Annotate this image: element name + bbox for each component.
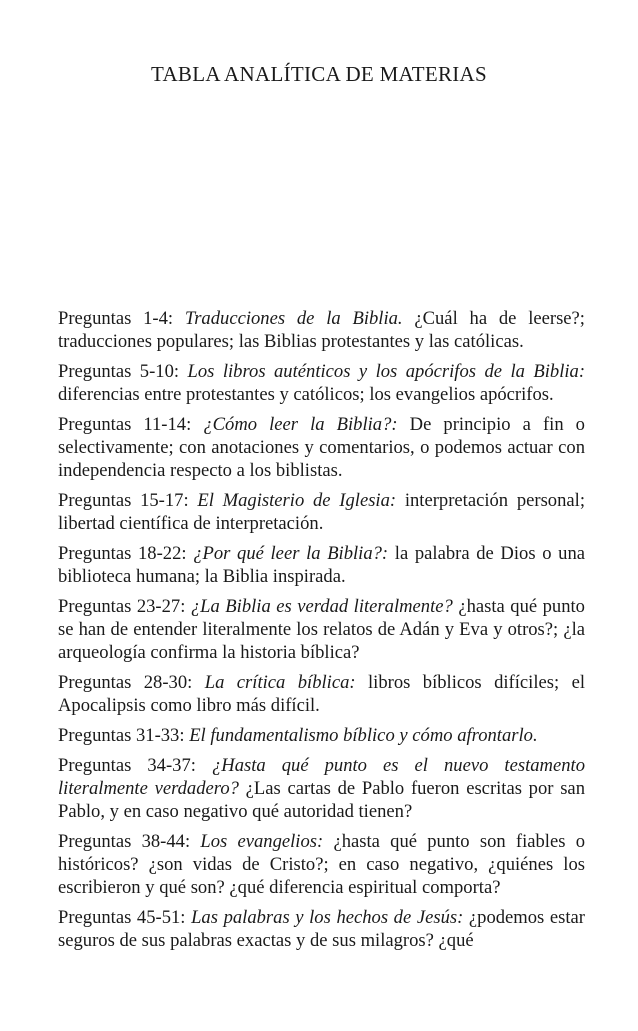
entry-label: Preguntas 23-27: [58,596,186,617]
entry-topic: Los evangelios: [200,831,324,852]
entry-label: Preguntas 5-10: [58,361,180,382]
entry-topic: Los libros auténticos y los apócrifos de la Biblia: [187,361,586,382]
toc-entry [58,754,585,823]
entry-topic: ¿Cómo leer la Biblia?: [203,414,398,435]
entry-label: Preguntas 28-30: [58,672,193,693]
entry-desc: De principio a fin o selectivamente; con anotaciones y comentarios, o podemos actuar con independencia respecto a los biblistas. [58,414,585,481]
entry-desc: ¿Las cartas de Pablo fueron escritas por san Pablo, y en caso negativo qué autoridad tienen? [58,778,585,822]
entry-label: Preguntas 38-44: [58,831,191,852]
entry-topic: Las palabras y los hechos de Jesús: [191,907,464,928]
entry-label: Preguntas 18-22: [58,543,187,564]
page-title: TABLA ANALÍTICA DE MATERIAS [151,62,487,86]
entry-desc: ¿podemos estar seguros de sus palabras exactas y de sus milagros? ¿qué [58,907,585,951]
entry-desc: ¿hasta qué punto son fiables o históricos? ¿son vidas de Cristo?; en caso negativo, ¿quiénes los escribieron y qué son? ¿qué diferencia espiritual comporta? [58,831,586,898]
entry-desc: ¿hasta qué punto se han de entender literalmente los relatos de Adán y Eva y otros?; ¿la arqueología confirma la historia bíblica? [58,596,585,663]
entry-label: Preguntas 15-17: [58,490,189,511]
toc-entry [58,906,585,952]
toc-entry [58,671,585,717]
entry-topic: ¿La Biblia es verdad literalmente? [190,596,453,617]
entry-label: Preguntas 31-33: [58,725,185,746]
entry-topic: La crítica bíblica: [204,672,356,693]
toc-entry [58,489,585,535]
toc-list [58,307,585,959]
entry-topic: Traducciones de la Biblia. [184,308,403,329]
entry-label: Preguntas 34-37: [58,755,196,776]
entry-desc: ¿Cuál ha de leerse?; traducciones populares; las Biblias protestantes y las católicas. [58,308,585,352]
toc-entry [58,595,585,664]
toc-entry [58,307,585,353]
entry-topic: ¿Hasta qué punto es el nuevo testamento literalmente verdadero? [58,755,585,799]
entry-topic: El Magisterio de Iglesia: [197,490,397,511]
toc-entry [58,542,585,588]
entry-label: Preguntas 45-51: [58,907,186,928]
toc-entry [58,360,585,406]
entry-desc: diferencias entre protestantes y católicos; los evangelios apócrifos. [58,384,554,405]
toc-entry [58,830,585,899]
toc-entry [58,413,585,482]
entry-label: Preguntas 11-14: [58,414,192,435]
toc-entry [58,724,585,747]
entry-desc: interpretación personal; libertad científica de interpretación. [58,490,585,534]
entry-desc: libros bíblicos difíciles; el Apocalipsis como libro más difícil. [58,672,585,716]
entry-topic: ¿Por qué leer la Biblia?: [193,543,389,564]
entry-topic: El fundamentalismo bíblico y cómo afrontarlo. [189,725,538,746]
entry-label: Preguntas 1-4: [58,308,174,329]
entry-desc: la palabra de Dios o una biblioteca humana; la Biblia inspirada. [58,543,585,587]
